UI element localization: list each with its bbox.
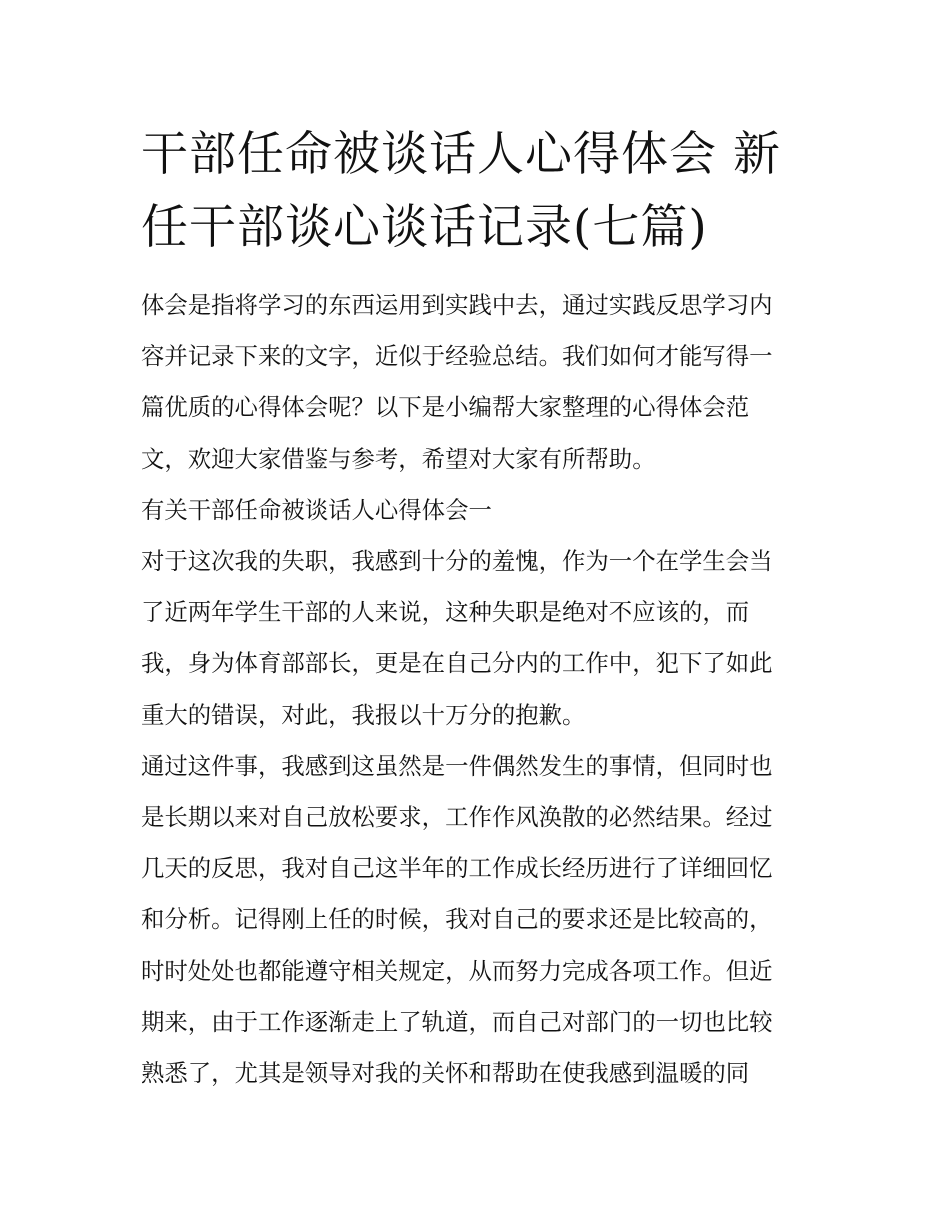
document-title	[141, 118, 813, 264]
section-heading: 有关干部任命被谈话人心得体会一	[141, 495, 492, 524]
title-line: 干部任命被谈话人心得体会 新	[141, 127, 781, 182]
paragraph-line: 重大的错误，对此，我报以十万分的抱歉。	[141, 700, 586, 729]
intro-line: 体会是指将学习的东西运用到实践中去，通过实践反思学习内	[141, 291, 773, 319]
intro-line: 文，欢迎大家借鉴与参考，希望对大家有所帮助。	[141, 444, 656, 473]
document-content	[141, 118, 813, 1099]
paragraph-line: 我，身为体育部部长，更是在自己分内的工作中，犯下了如此	[141, 649, 773, 678]
paragraph-line: 时时处处也都能遵守相关规定，从而努力完成各项工作。但近	[141, 956, 773, 985]
intro-line: 篇优质的心得体会呢？以下是小编帮大家整理的心得体会范	[141, 393, 750, 422]
paragraph-line: 和分析。记得刚上任的时候，我对自己的要求还是比较高的，	[141, 905, 773, 934]
paragraph-line: 通过这件事，我感到这虽然是一件偶然发生的事情，但同时也	[141, 751, 773, 780]
paragraph-line: 熟悉了，尤其是领导对我的关怀和帮助在使我感到温暖的同	[141, 1059, 750, 1088]
intro-line: 容并记录下来的文字，近似于经验总结。我们如何才能写得一	[141, 342, 773, 371]
paragraph-line: 对于这次我的失职，我感到十分的羞愧，作为一个在学生会当	[141, 547, 773, 576]
paragraph-line: 几天的反思，我对自己这半年的工作成长经历进行了详细回忆	[141, 854, 773, 883]
paragraph-line: 是长期以来对自己放松要求，工作作风涣散的必然结果。经过	[141, 803, 773, 832]
document-body	[141, 280, 813, 1099]
title-line: 任干部谈心谈话记录(七篇)	[141, 200, 708, 255]
paragraph-line: 了近两年学生干部的人来说，这种失职是绝对不应该的，而	[141, 598, 750, 627]
paragraph-line: 期来，由于工作逐渐走上了轨道，而自己对部门的一切也比较	[141, 1007, 773, 1036]
